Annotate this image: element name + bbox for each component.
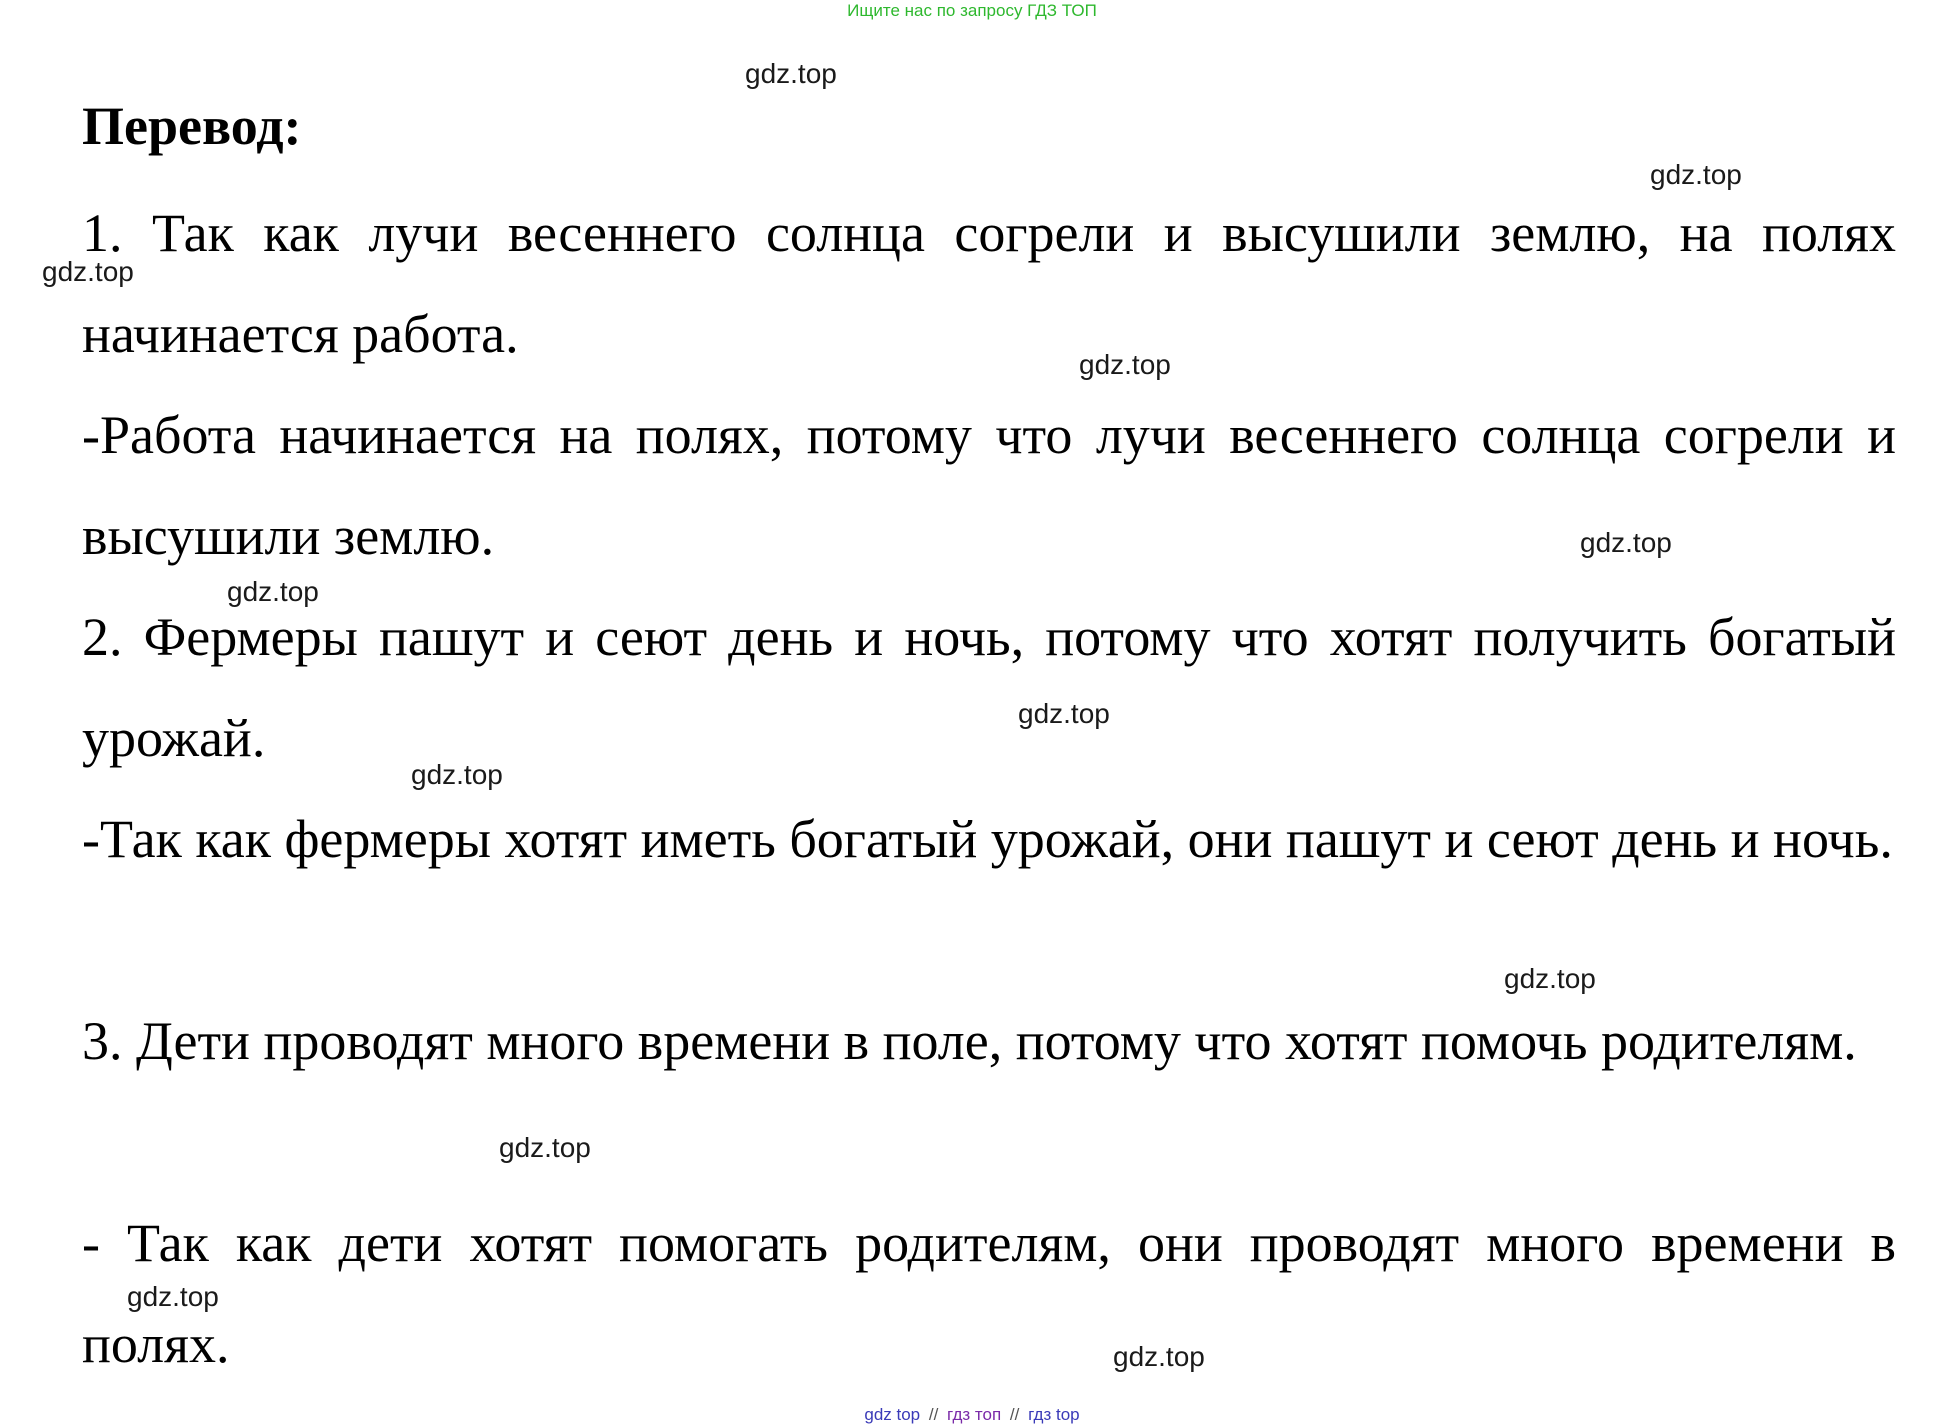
footer-separator: // — [928, 1405, 939, 1424]
watermark: gdz.top — [411, 759, 503, 790]
translation-paragraph-5: 3. Дети проводят много времени в поле, потому что хотят помочь родителям. — [82, 1011, 1857, 1071]
watermark: gdz.top — [499, 1132, 591, 1163]
footer-separator: // — [1009, 1405, 1020, 1424]
footer-links — [0, 1404, 1944, 1426]
page-title: Перевод: — [82, 96, 302, 156]
watermark: gdz.top — [1018, 698, 1110, 729]
search-banner: Ищите нас по запросу ГДЗ ТОП — [847, 1, 1097, 20]
watermark: gdz.top — [1079, 349, 1171, 380]
watermark: gdz.top — [227, 576, 319, 607]
translation-paragraph-3: 2. Фермеры пашут и сеют день и ночь, потому что хотят получить богатый урожай. — [82, 607, 1896, 768]
watermark: gdz.top — [127, 1281, 219, 1312]
translation-paragraph-2: -Работа начинается на полях, потому что лучи весеннего солнца согрели и высушили землю. — [82, 405, 1896, 566]
watermark: gdz.top — [1113, 1341, 1205, 1372]
watermark: gdz.top — [42, 256, 134, 287]
footer-link-gdz-top-ru[interactable]: гдз топ — [947, 1405, 1002, 1424]
watermark: gdz.top — [1580, 527, 1672, 558]
footer-link-gdz-top-mixed[interactable]: гдз top — [1028, 1405, 1080, 1424]
translation-paragraph-1: 1. Так как лучи весеннего солнца согрели и высушили землю, на полях начинается работа. — [82, 203, 1896, 364]
watermark: gdz.top — [745, 58, 837, 89]
translation-paragraph-4: -Так как фермеры хотят иметь богатый урожай, они пашут и сеют день и ночь. — [82, 809, 1893, 869]
watermark: gdz.top — [1504, 963, 1596, 994]
watermark: gdz.top — [1650, 159, 1742, 190]
translation-paragraph-6: - Так как дети хотят помогать родителям, они проводят много времени в полях. — [82, 1213, 1896, 1374]
footer-link-gdz-top[interactable]: gdz top — [864, 1405, 921, 1424]
